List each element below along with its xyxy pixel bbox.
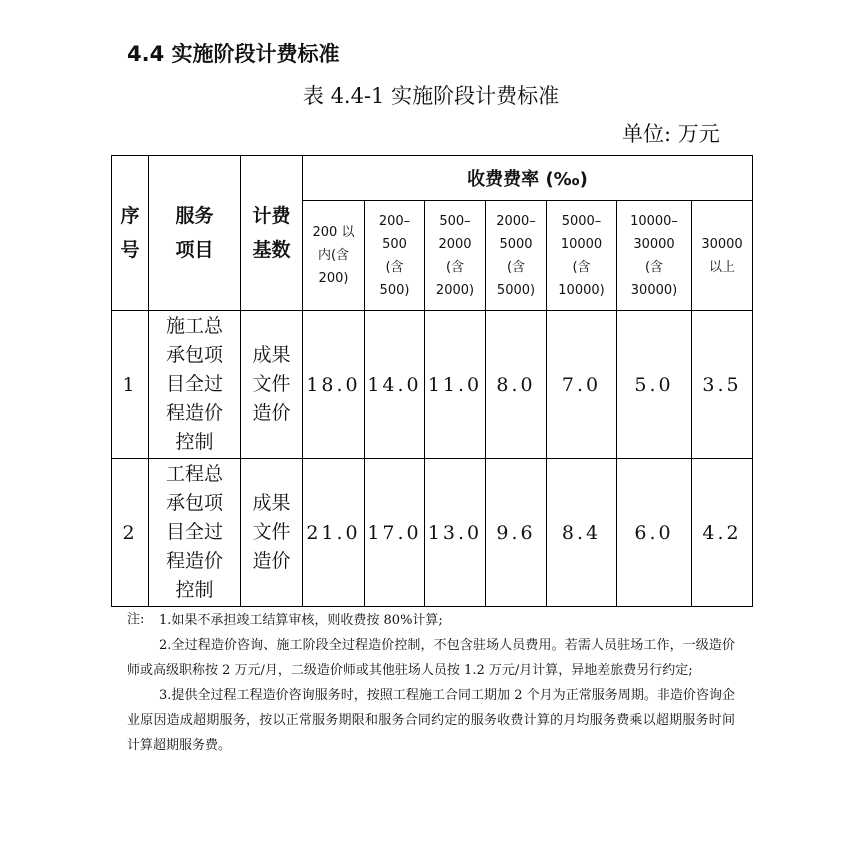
header-item: 服务 项目 [149,156,241,311]
section-title: 4.4 实施阶段计费标准 [127,42,340,66]
header-rate-title: 收费费率 (‰) [303,156,753,201]
unit-label: 单位: 万元 [622,122,720,146]
rate-cell: 14.0 [365,311,425,459]
note-item: 1.如果不承担竣工结算审核，则收费按 80%计算; [159,613,443,628]
rate-cell: 8.0 [486,311,547,459]
table-caption: 表 4.4-1 实施阶段计费标准 [302,84,560,108]
note-item: 2.全过程造价咨询、施工阶段全过程造价控制，不包含驻场人员费用。若需人员驻场工作，一级造价师或高级职称按 2 万元/月，二级造价师或其他驻场人员按 1.2 万元/月计算，异地差旅费另行约定; [127,638,735,678]
row-item: 施工总 承包项 目全过 程造价 控制 [149,311,241,459]
range-header: 500– 2000 (含 2000) [425,201,486,311]
rate-cell: 8.4 [547,459,617,607]
rate-cell: 4.2 [692,459,753,607]
rate-cell: 21.0 [303,459,365,607]
rate-cell: 6.0 [617,459,692,607]
row-seq: 1 [112,311,149,459]
rate-cell: 3.5 [692,311,753,459]
fee-table [111,155,753,607]
range-header: 200 以 内(含 200) [303,201,365,311]
header-basis: 计费 基数 [241,156,303,311]
range-header: 30000 以上 [692,201,753,311]
rate-cell: 18.0 [303,311,365,459]
range-header: 10000– 30000 (含 30000) [617,201,692,311]
rate-cell: 7.0 [547,311,617,459]
row-item: 工程总 承包项 目全过 程造价 控制 [149,459,241,607]
note-item: 3.提供全过程工程造价咨询服务时，按照工程施工合同工期加 2 个月为正常服务周期。非造价咨询企业原因造成超期服务，按以正常服务期限和服务合同约定的服务收费计算的月均服务费乘以超期服务时间计算超期服务费。 [127,688,735,753]
rate-cell: 17.0 [365,459,425,607]
row-seq: 2 [112,459,149,607]
range-header: 5000– 10000 (含 10000) [547,201,617,311]
notes-label: 注: [127,612,145,627]
rate-cell: 13.0 [425,459,486,607]
row-basis: 成果 文件 造价 [241,459,303,607]
rate-cell: 5.0 [617,311,692,459]
header-seq: 序 号 [112,156,149,311]
rate-cell: 9.6 [486,459,547,607]
range-header: 2000– 5000 (含 5000) [486,201,547,311]
rate-cell: 11.0 [425,311,486,459]
notes-block [127,608,735,758]
row-basis: 成果 文件 造价 [241,311,303,459]
table-row [112,311,753,459]
table-row [112,459,753,607]
range-header: 200– 500 (含 500) [365,201,425,311]
